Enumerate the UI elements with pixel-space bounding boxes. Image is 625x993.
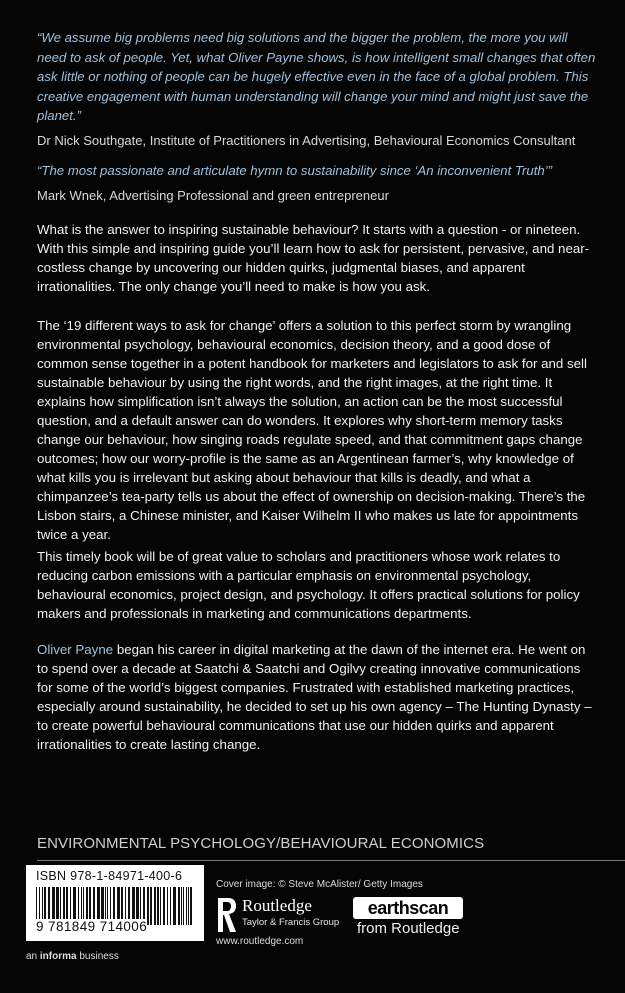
description-paragraph-2: The ‘19 different ways to ask for change’ offers a solution to this perfect storm by wrangling environmental psychology, behavioural economics, decision theory, and a good dose of common sense together in a potent handbook for marketers and legislators to ask for and sell sustainable behaviour by using the right words, and the right images, at the right time. It explains how simplification isn’t always the solution, an action can be the most successful question, and a default answer can do wonders. It explores why short-term memory tasks change our behaviour, how singing roads regulate speed, and that commitment gaps change outcomes; how our worry-profile is the same as an Argentinean farmer’s, why knowledge of what kills you is irrelevant but asking about behaviour that kills is deadly, and what a chimpanzee’s tea-party tells us about the effect of ownership on decision-making. There’s the Lisbon stairs, a Chinese minister, and Kaiser Wilhelm II who makes us late for appointments twice a year. <box>37 318 587 542</box>
routledge-subtitle: Taylor & Francis Group <box>242 917 340 928</box>
description-paragraph-1: What is the answer to inspiring sustainable behaviour? It starts with a question - or nineteen. With this simple and inspiring guide you’ll learn how to ask for persistent, pervasive, and near-costless change by uncovering our hidden quirks, judgmental biases, and apparent irrationalities. The only change you’ll need to make is how you ask. <box>37 222 590 294</box>
informa-word: informa <box>39 951 77 962</box>
subject-category: ENVIRONMENTAL PSYCHOLOGY/BEHAVIOURAL ECONOMICS <box>37 835 485 852</box>
informa-business-line <box>26 951 119 962</box>
earthscan-logo <box>353 897 463 919</box>
divider <box>37 860 625 861</box>
author-name: Oliver Payne <box>37 642 114 657</box>
quote-text: “The most passionate and articulate hymn to sustainability since ‘An inconvenient Truth’” <box>37 163 553 178</box>
description-paragraph-3: This timely book will be of great value to scholars and practitioners whose work relates to reducing carbon emissions with a particular emphasis on environmental psychology, behavioural economics, project design, and psychology. It offers practical solutions for policy makers and professionals in marketing and communications departments. <box>37 549 580 621</box>
routledge-logo-icon <box>216 896 238 934</box>
cover-image-credit: Cover image: © Steve McAlister/ Getty Images <box>216 879 423 890</box>
informa-suffix: business <box>76 951 119 962</box>
quote-text: “We assume big problems need big solutions and the bigger the problem, the more you will need to ask of people. Yet, what Oliver Payne shows, is how intelligent small changes that often ask little or nothing of people can be hugely effective even in the face of a global problem. This creative engagement with human understanding will change your mind and might just save the planet.” <box>37 30 596 123</box>
author-bio-text: began his career in digital marketing at the dawn of the internet era. He went on to spend over a decade at Saatchi & Saatchi and Ogilvy creating innovative communications for some of the world’s biggest companies. Frustrated with established marketing practices, especially around sustainability, he decided to set up his own agency – The Hunting Dynasty – to create powerful behavioural communications that use our hidden quirks and apparent irrationalities to create lasting change. <box>37 642 592 752</box>
isbn-barcode <box>26 865 204 941</box>
routledge-url: www.routledge.com <box>216 936 304 947</box>
author-bio <box>37 640 597 754</box>
from-routledge: from Routledge <box>357 920 460 937</box>
earthscan-wordmark: earthscan <box>367 898 449 918</box>
review-quote-2 <box>37 161 597 205</box>
quote-attribution: Dr Nick Southgate, Institute of Practitioners in Advertising, Behavioural Economics Consultant <box>37 132 576 148</box>
isbn-label: ISBN 978-1-84971-400-6 <box>36 869 183 883</box>
informa-prefix: an <box>26 951 40 962</box>
quote-attribution: Mark Wnek, Advertising Professional and green entrepreneur <box>37 187 389 203</box>
review-quote-1 <box>37 28 597 150</box>
barcode-digits: 9 781849 714006 <box>36 919 148 934</box>
routledge-name: Routledge <box>242 896 312 915</box>
